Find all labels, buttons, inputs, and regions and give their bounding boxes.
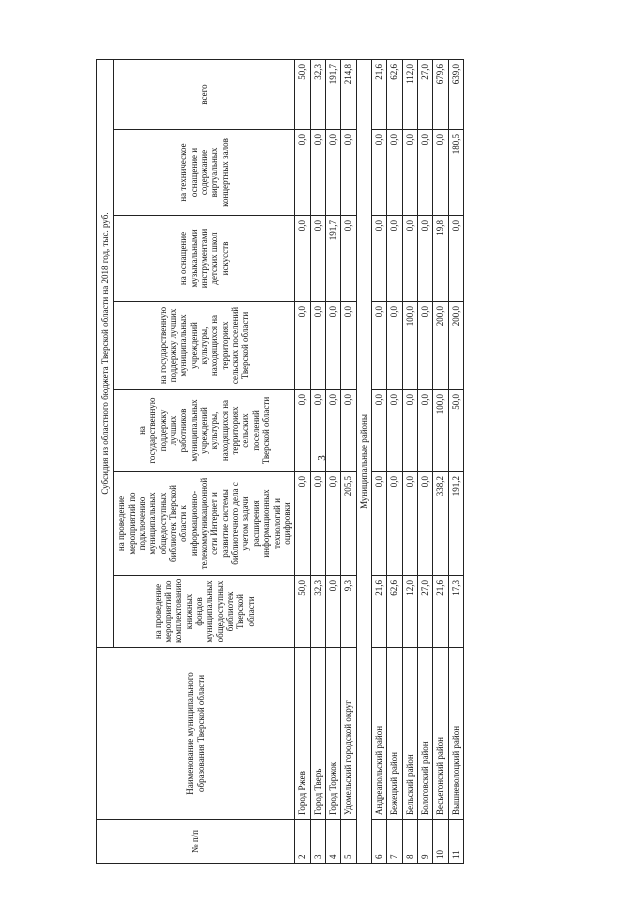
cell-music-instruments: 0,0 [371, 216, 386, 302]
section-municipal-districts: Муниципальные районы [356, 60, 371, 864]
row-number: 2 [295, 820, 310, 864]
row-number: 10 [433, 820, 448, 864]
cell-book-funds: 17,3 [448, 576, 463, 648]
cell-virtual-halls: 0,0 [387, 130, 402, 216]
cell-book-funds: 9,3 [341, 576, 356, 648]
row-number: 5 [341, 820, 356, 864]
municipality-name: Удомельский городской округ [341, 648, 356, 820]
table-row [341, 60, 356, 864]
cell-best-workers: 100,0 [433, 390, 448, 472]
cell-book-funds: 62,6 [387, 576, 402, 648]
page-number: 3 [316, 455, 328, 461]
row-number: 7 [387, 820, 402, 864]
cell-total: 32,3 [310, 60, 325, 130]
cell-total: 50,0 [295, 60, 310, 130]
cell-total: 214,8 [341, 60, 356, 130]
cell-best-workers: 0,0 [310, 390, 325, 472]
header-number: № п/п [97, 820, 295, 864]
municipality-name: Город Тверь [310, 648, 325, 820]
header-music-instruments: на оснащение музыкальными инструментами детских школ искусств [114, 216, 295, 302]
cell-best-institutions: 0,0 [371, 302, 386, 390]
cell-total: 679,6 [433, 60, 448, 130]
cell-total: 21,6 [371, 60, 386, 130]
cell-total: 112,0 [402, 60, 417, 130]
municipality-name: Город Торжок [325, 648, 340, 820]
cell-virtual-halls: 0,0 [325, 130, 340, 216]
table-row [371, 60, 386, 864]
table-row [402, 60, 417, 864]
cell-internet-libraries: 205,5 [341, 472, 356, 576]
table-row [295, 60, 310, 864]
cell-best-institutions: 0,0 [310, 302, 325, 390]
cell-total: 639,0 [448, 60, 463, 130]
cell-music-instruments: 0,0 [448, 216, 463, 302]
cell-best-workers: 0,0 [387, 390, 402, 472]
cell-music-instruments: 0,0 [417, 216, 432, 302]
cell-best-workers: 0,0 [325, 390, 340, 472]
cell-total: 191,7 [325, 60, 340, 130]
cell-best-workers: 0,0 [417, 390, 432, 472]
header-virtual-halls: на техническое оснащение и содержание виртуальных концертных залов [114, 130, 295, 216]
municipality-name: Весьегонский район [433, 648, 448, 820]
row-number: 3 [310, 820, 325, 864]
cell-best-workers: 0,0 [371, 390, 386, 472]
cell-virtual-halls: 0,0 [371, 130, 386, 216]
municipality-name: Бологовский район [417, 648, 432, 820]
cell-book-funds: 21,6 [371, 576, 386, 648]
cell-internet-libraries: 0,0 [325, 472, 340, 576]
table-row [387, 60, 402, 864]
cell-virtual-halls: 180,5 [448, 130, 463, 216]
cell-internet-libraries: 0,0 [387, 472, 402, 576]
cell-best-institutions: 0,0 [387, 302, 402, 390]
cell-music-instruments: 0,0 [341, 216, 356, 302]
cell-best-institutions: 0,0 [417, 302, 432, 390]
header-best-workers: на государственную поддержку лучших работников муниципальных учреждений культуры, находящихся на территориях сельских поселений Тверской области [114, 390, 295, 472]
municipality-name: Андреапольский район [371, 648, 386, 820]
cell-best-workers: 0,0 [341, 390, 356, 472]
cell-total: 62,6 [387, 60, 402, 130]
subsidy-caption: Субсидия из областного бюджета Тверской области на 2018 год, тыс. руб. [97, 60, 114, 648]
cell-music-instruments: 0,0 [295, 216, 310, 302]
cell-internet-libraries: 0,0 [295, 472, 310, 576]
cell-book-funds: 50,0 [295, 576, 310, 648]
table-row [433, 60, 448, 864]
cell-book-funds: 27,0 [417, 576, 432, 648]
cell-virtual-halls: 0,0 [310, 130, 325, 216]
cell-best-institutions: 0,0 [341, 302, 356, 390]
cell-best-institutions: 100,0 [402, 302, 417, 390]
cell-best-workers: 50,0 [448, 390, 463, 472]
rotated-table-block [96, 60, 530, 864]
cell-best-institutions: 0,0 [295, 302, 310, 390]
cell-book-funds: 0,0 [325, 576, 340, 648]
cell-total: 27,0 [417, 60, 432, 130]
table-row [310, 60, 325, 864]
cell-book-funds: 12,0 [402, 576, 417, 648]
cell-best-institutions: 0,0 [325, 302, 340, 390]
cell-internet-libraries: 191,2 [448, 472, 463, 576]
cell-best-workers: 0,0 [295, 390, 310, 472]
row-number: 4 [325, 820, 340, 864]
row-number: 8 [402, 820, 417, 864]
municipality-name: Вышневолоцкий район [448, 648, 463, 820]
cell-internet-libraries: 0,0 [310, 472, 325, 576]
row-number: 9 [417, 820, 432, 864]
municipality-name: Бельский район [402, 648, 417, 820]
cell-best-workers: 0,0 [402, 390, 417, 472]
cell-book-funds: 21,6 [433, 576, 448, 648]
table-row [417, 60, 432, 864]
cell-virtual-halls: 0,0 [417, 130, 432, 216]
row-number: 11 [448, 820, 463, 864]
cell-internet-libraries: 0,0 [417, 472, 432, 576]
cell-internet-libraries: 0,0 [402, 472, 417, 576]
table-row [325, 60, 340, 864]
row-number: 6 [371, 820, 386, 864]
cell-music-instruments: 191,7 [325, 216, 340, 302]
cell-virtual-halls: 0,0 [402, 130, 417, 216]
header-internet-libraries: на проведение мероприятий по подключению муниципальных общедоступных библиотек Тверской области к информационно-телекоммуникационной сети Интернет и развитие системы библиотечного дела с учетом задачи расширения информационных технологий и оцифровки [114, 472, 295, 576]
header-total: всего [114, 60, 295, 130]
cell-best-institutions: 200,0 [448, 302, 463, 390]
header-best-institutions: на государственную поддержку лучших муниципальных учреждений культуры, находящихся на территориях сельских поселений Тверской области [114, 302, 295, 390]
municipality-name: Бежецкий район [387, 648, 402, 820]
cell-internet-libraries: 0,0 [371, 472, 386, 576]
cell-virtual-halls: 0,0 [341, 130, 356, 216]
cell-best-institutions: 200,0 [433, 302, 448, 390]
cell-music-instruments: 0,0 [310, 216, 325, 302]
municipality-name: Город Ржев [295, 648, 310, 820]
header-book-funds: на проведение мероприятий по комплектованию книжных фондов муниципальных общедоступных библиотек Тверской области [114, 576, 295, 648]
subsidy-table [96, 59, 464, 864]
cell-virtual-halls: 0,0 [295, 130, 310, 216]
header-municipality: Наименование муниципального образования Тверской области [97, 648, 295, 820]
cell-virtual-halls: 0,0 [433, 130, 448, 216]
cell-internet-libraries: 338,2 [433, 472, 448, 576]
cell-music-instruments: 0,0 [402, 216, 417, 302]
cell-music-instruments: 0,0 [387, 216, 402, 302]
cell-music-instruments: 19,8 [433, 216, 448, 302]
table-row [448, 60, 463, 864]
cell-book-funds: 32,3 [310, 576, 325, 648]
